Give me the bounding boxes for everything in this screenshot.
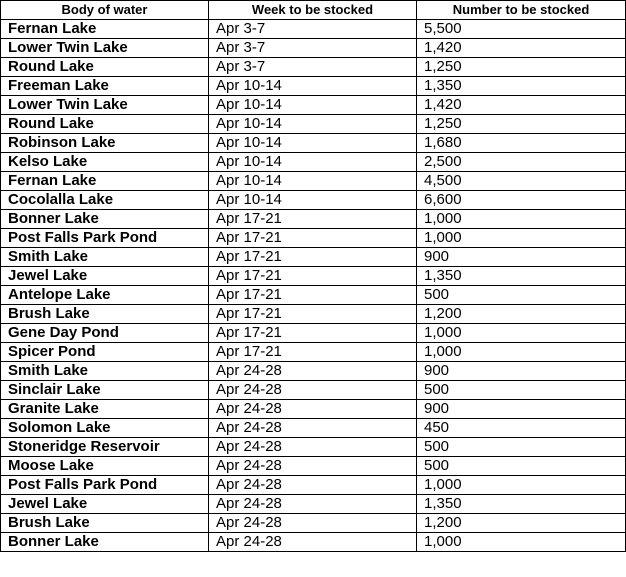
cell-body-of-water: Sinclair Lake: [1, 381, 209, 400]
table-row: [1, 20, 626, 39]
cell-week-to-be-stocked: Apr 17-21: [209, 267, 417, 286]
cell-number-to-be-stocked: 1,350: [417, 495, 626, 514]
cell-number-to-be-stocked: 1,350: [417, 77, 626, 96]
cell-week-to-be-stocked: Apr 24-28: [209, 362, 417, 381]
cell-body-of-water: Spicer Pond: [1, 343, 209, 362]
table-row: [1, 324, 626, 343]
cell-number-to-be-stocked: 1,250: [417, 115, 626, 134]
cell-body-of-water: Lower Twin Lake: [1, 39, 209, 58]
cell-week-to-be-stocked: Apr 17-21: [209, 210, 417, 229]
cell-number-to-be-stocked: 1,000: [417, 324, 626, 343]
cell-number-to-be-stocked: 1,000: [417, 476, 626, 495]
cell-body-of-water: Lower Twin Lake: [1, 96, 209, 115]
cell-week-to-be-stocked: Apr 10-14: [209, 96, 417, 115]
table-row: [1, 343, 626, 362]
cell-body-of-water: Solomon Lake: [1, 419, 209, 438]
table-row: [1, 476, 626, 495]
cell-week-to-be-stocked: Apr 24-28: [209, 514, 417, 533]
cell-number-to-be-stocked: 1,420: [417, 39, 626, 58]
table-row: [1, 514, 626, 533]
table-row: [1, 153, 626, 172]
cell-week-to-be-stocked: Apr 24-28: [209, 438, 417, 457]
table-header-row: [1, 1, 626, 20]
table-row: [1, 381, 626, 400]
cell-week-to-be-stocked: Apr 24-28: [209, 400, 417, 419]
cell-body-of-water: Post Falls Park Pond: [1, 476, 209, 495]
cell-week-to-be-stocked: Apr 17-21: [209, 286, 417, 305]
cell-body-of-water: Cocolalla Lake: [1, 191, 209, 210]
cell-week-to-be-stocked: Apr 17-21: [209, 305, 417, 324]
cell-body-of-water: Post Falls Park Pond: [1, 229, 209, 248]
table-row: [1, 39, 626, 58]
cell-week-to-be-stocked: Apr 3-7: [209, 58, 417, 77]
header-number-to-be-stocked: Number to be stocked: [417, 1, 626, 20]
table-row: [1, 172, 626, 191]
cell-number-to-be-stocked: 1,420: [417, 96, 626, 115]
cell-number-to-be-stocked: 500: [417, 457, 626, 476]
cell-body-of-water: Jewel Lake: [1, 267, 209, 286]
cell-week-to-be-stocked: Apr 24-28: [209, 533, 417, 552]
table-row: [1, 286, 626, 305]
cell-week-to-be-stocked: Apr 10-14: [209, 134, 417, 153]
cell-number-to-be-stocked: 6,600: [417, 191, 626, 210]
table-row: [1, 533, 626, 552]
cell-body-of-water: Antelope Lake: [1, 286, 209, 305]
cell-body-of-water: Fernan Lake: [1, 172, 209, 191]
table-row: [1, 248, 626, 267]
cell-body-of-water: Round Lake: [1, 58, 209, 77]
cell-body-of-water: Bonner Lake: [1, 210, 209, 229]
cell-week-to-be-stocked: Apr 17-21: [209, 343, 417, 362]
table-row: [1, 400, 626, 419]
cell-number-to-be-stocked: 500: [417, 286, 626, 305]
cell-week-to-be-stocked: Apr 10-14: [209, 153, 417, 172]
cell-number-to-be-stocked: 1,200: [417, 514, 626, 533]
cell-week-to-be-stocked: Apr 10-14: [209, 115, 417, 134]
cell-body-of-water: Stoneridge Reservoir: [1, 438, 209, 457]
table-row: [1, 267, 626, 286]
cell-week-to-be-stocked: Apr 24-28: [209, 495, 417, 514]
cell-number-to-be-stocked: 1,200: [417, 305, 626, 324]
header-body-of-water: Body of water: [1, 1, 209, 20]
cell-body-of-water: Brush Lake: [1, 514, 209, 533]
cell-number-to-be-stocked: 4,500: [417, 172, 626, 191]
cell-number-to-be-stocked: 1,000: [417, 343, 626, 362]
table-row: [1, 419, 626, 438]
cell-body-of-water: Smith Lake: [1, 362, 209, 381]
cell-number-to-be-stocked: 5,500: [417, 20, 626, 39]
cell-body-of-water: Brush Lake: [1, 305, 209, 324]
table-row: [1, 229, 626, 248]
table-row: [1, 438, 626, 457]
cell-number-to-be-stocked: 1,350: [417, 267, 626, 286]
table-row: [1, 96, 626, 115]
cell-week-to-be-stocked: Apr 24-28: [209, 457, 417, 476]
cell-body-of-water: Moose Lake: [1, 457, 209, 476]
cell-body-of-water: Freeman Lake: [1, 77, 209, 96]
cell-body-of-water: Bonner Lake: [1, 533, 209, 552]
table-row: [1, 77, 626, 96]
cell-week-to-be-stocked: Apr 17-21: [209, 229, 417, 248]
table-row: [1, 362, 626, 381]
cell-number-to-be-stocked: 500: [417, 381, 626, 400]
cell-number-to-be-stocked: 450: [417, 419, 626, 438]
table-row: [1, 495, 626, 514]
cell-week-to-be-stocked: Apr 17-21: [209, 324, 417, 343]
cell-number-to-be-stocked: 1,250: [417, 58, 626, 77]
cell-number-to-be-stocked: 1,000: [417, 533, 626, 552]
cell-body-of-water: Granite Lake: [1, 400, 209, 419]
table-body: [1, 20, 626, 552]
cell-number-to-be-stocked: 900: [417, 362, 626, 381]
table-row: [1, 134, 626, 153]
cell-week-to-be-stocked: Apr 3-7: [209, 39, 417, 58]
cell-number-to-be-stocked: 500: [417, 438, 626, 457]
cell-body-of-water: Gene Day Pond: [1, 324, 209, 343]
cell-number-to-be-stocked: 1,000: [417, 210, 626, 229]
cell-number-to-be-stocked: 2,500: [417, 153, 626, 172]
cell-body-of-water: Smith Lake: [1, 248, 209, 267]
cell-week-to-be-stocked: Apr 17-21: [209, 248, 417, 267]
cell-number-to-be-stocked: 1,000: [417, 229, 626, 248]
table-row: [1, 191, 626, 210]
cell-body-of-water: Robinson Lake: [1, 134, 209, 153]
cell-week-to-be-stocked: Apr 10-14: [209, 191, 417, 210]
table-row: [1, 58, 626, 77]
table-row: [1, 457, 626, 476]
cell-week-to-be-stocked: Apr 3-7: [209, 20, 417, 39]
cell-number-to-be-stocked: 1,680: [417, 134, 626, 153]
header-week-to-be-stocked: Week to be stocked: [209, 1, 417, 20]
cell-week-to-be-stocked: Apr 10-14: [209, 172, 417, 191]
table-row: [1, 305, 626, 324]
cell-body-of-water: Kelso Lake: [1, 153, 209, 172]
cell-week-to-be-stocked: Apr 10-14: [209, 77, 417, 96]
table-row: [1, 115, 626, 134]
cell-week-to-be-stocked: Apr 24-28: [209, 419, 417, 438]
cell-number-to-be-stocked: 900: [417, 248, 626, 267]
cell-body-of-water: Fernan Lake: [1, 20, 209, 39]
cell-body-of-water: Jewel Lake: [1, 495, 209, 514]
cell-week-to-be-stocked: Apr 24-28: [209, 381, 417, 400]
cell-body-of-water: Round Lake: [1, 115, 209, 134]
cell-week-to-be-stocked: Apr 24-28: [209, 476, 417, 495]
table-row: [1, 210, 626, 229]
cell-number-to-be-stocked: 900: [417, 400, 626, 419]
